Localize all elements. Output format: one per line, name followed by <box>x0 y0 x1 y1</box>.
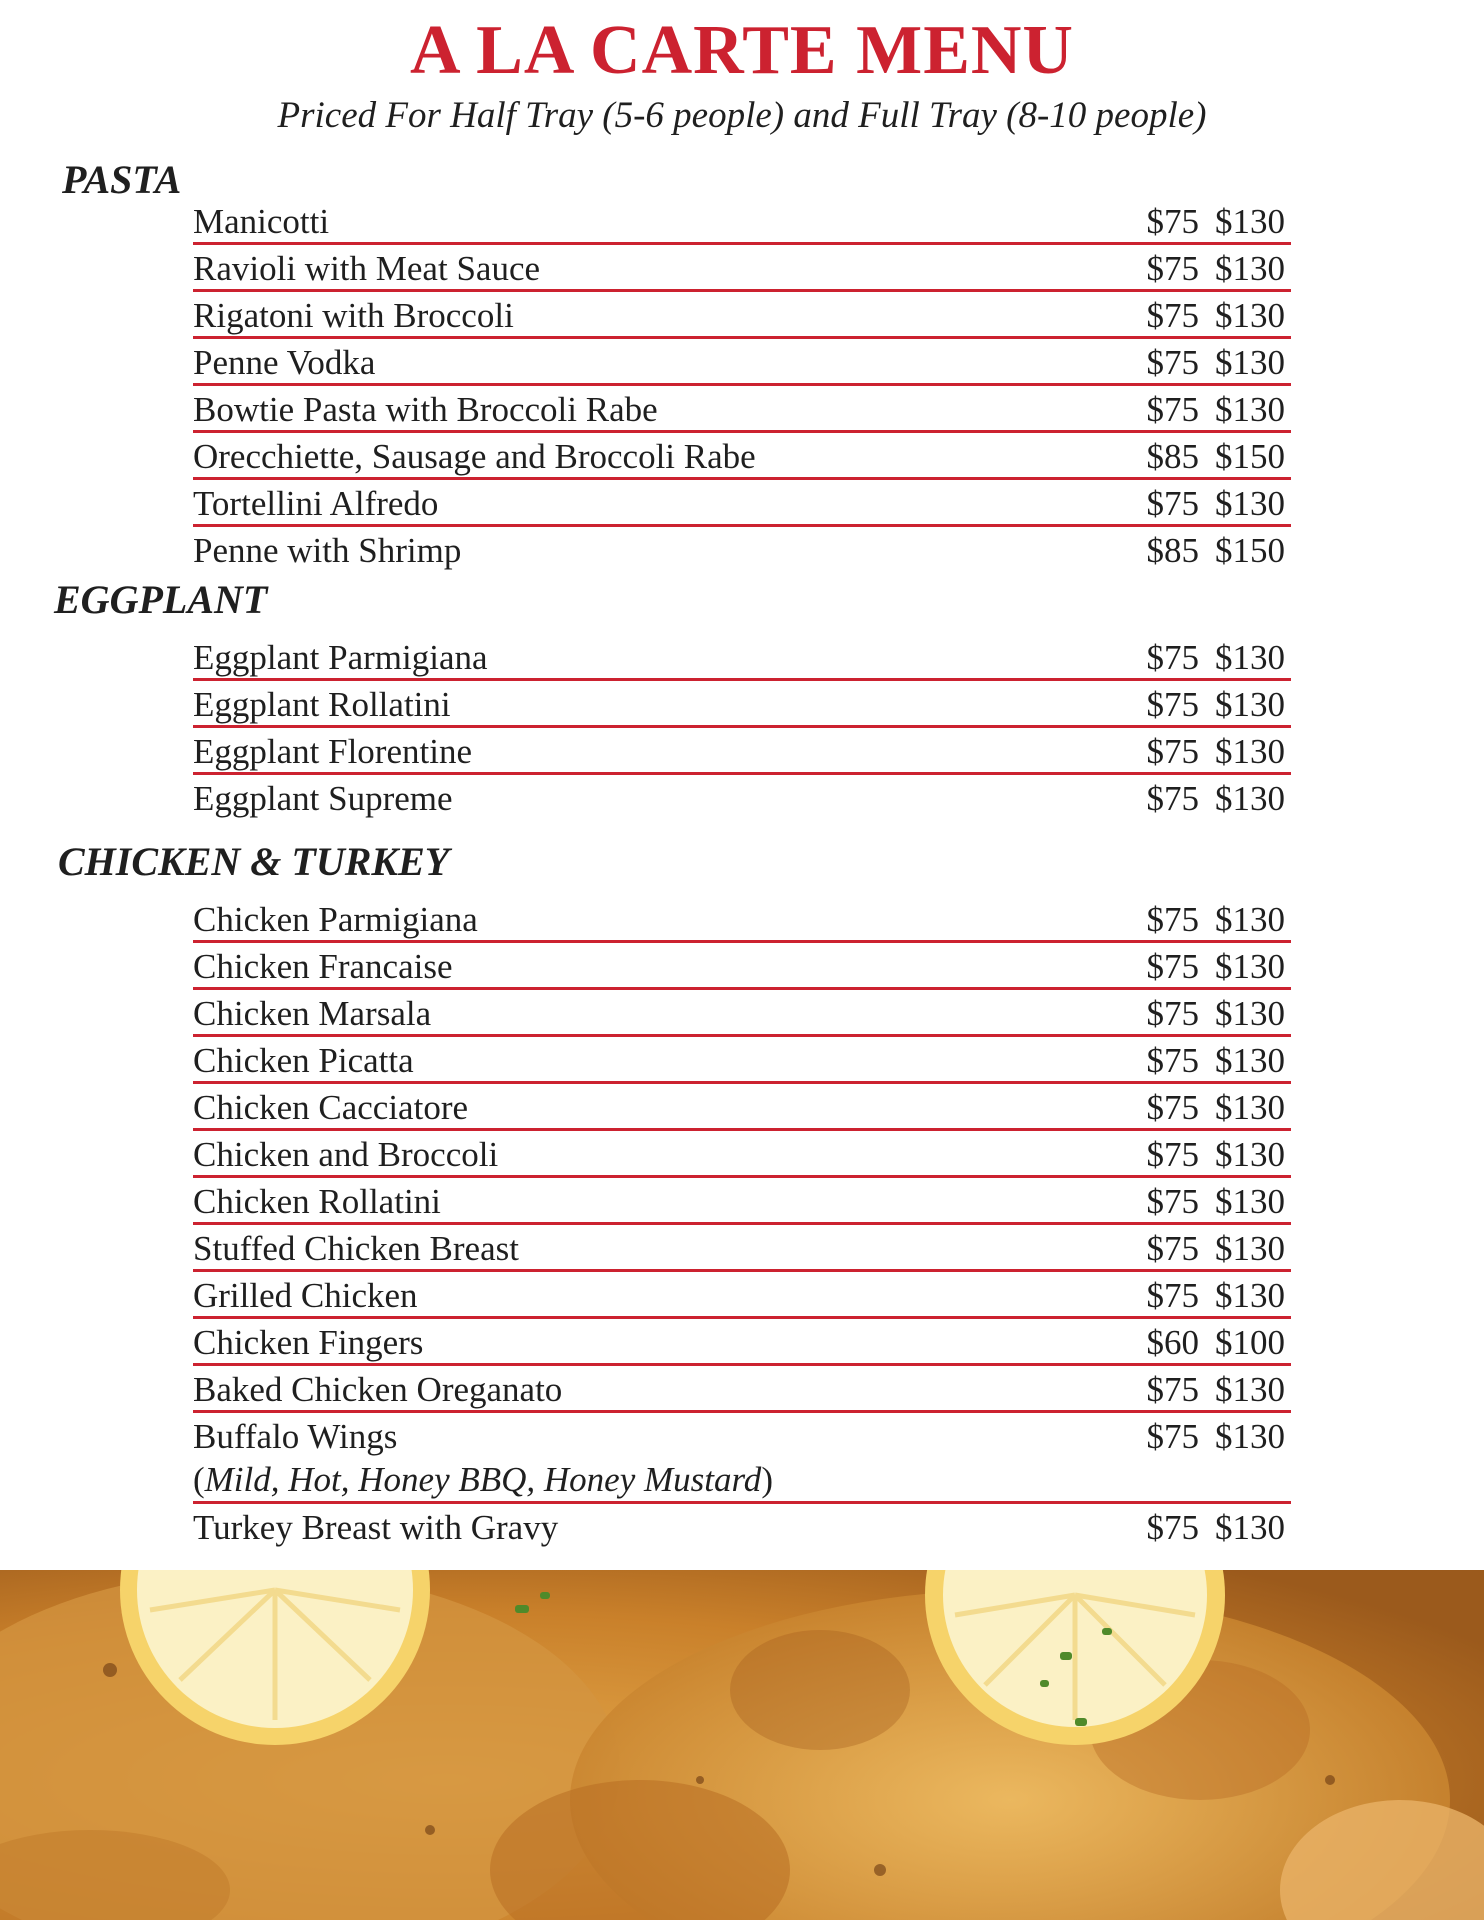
menu-item <box>193 1321 1291 1366</box>
half-tray-price: $85 <box>1146 437 1199 476</box>
full-tray-price: $130 <box>1215 900 1285 939</box>
half-tray-price: $75 <box>1146 1417 1199 1456</box>
item-name: Chicken Picatta <box>193 1041 414 1080</box>
menu-item <box>193 341 1291 386</box>
full-tray-price: $130 <box>1215 1508 1285 1547</box>
menu-item <box>193 1086 1291 1131</box>
menu-item <box>193 1506 1291 1548</box>
item-name: Chicken Parmigiana <box>193 900 478 939</box>
menu-item <box>193 898 1291 943</box>
half-tray-price: $75 <box>1146 1088 1199 1127</box>
half-tray-price: $75 <box>1146 390 1199 429</box>
item-name: Eggplant Parmigiana <box>193 638 488 677</box>
note-open-paren: ( <box>193 1460 205 1499</box>
section-heading-eggplant: EGGPLANT <box>54 577 268 622</box>
half-tray-price: $75 <box>1146 1508 1199 1547</box>
item-name: Buffalo Wings <box>193 1417 398 1456</box>
full-tray-price: $130 <box>1215 249 1285 288</box>
half-tray-price: $75 <box>1146 685 1199 724</box>
full-tray-price: $130 <box>1215 994 1285 1033</box>
menu-item <box>193 1227 1291 1272</box>
full-tray-price: $130 <box>1215 484 1285 523</box>
half-tray-price: $75 <box>1146 249 1199 288</box>
menu-item <box>193 730 1291 775</box>
chicken-turkey-items <box>193 898 1291 1550</box>
menu-item <box>193 1133 1291 1178</box>
half-tray-price: $75 <box>1146 732 1199 771</box>
menu-item <box>193 1180 1291 1225</box>
item-name: Chicken Rollatini <box>193 1182 441 1221</box>
full-tray-price: $130 <box>1215 638 1285 677</box>
menu-item <box>193 1274 1291 1319</box>
menu-item <box>193 683 1291 728</box>
full-tray-price: $130 <box>1215 947 1285 986</box>
half-tray-price: $85 <box>1146 531 1199 570</box>
item-name: Penne with Shrimp <box>193 531 462 570</box>
section-heading-chicken-turkey: CHICKEN & TURKEY <box>58 839 450 884</box>
full-tray-price: $130 <box>1215 202 1285 241</box>
half-tray-price: $75 <box>1146 1370 1199 1409</box>
item-name: Bowtie Pasta with Broccoli Rabe <box>193 390 658 429</box>
item-name: Eggplant Supreme <box>193 779 453 818</box>
menu-item <box>193 777 1291 819</box>
menu-subtitle: Priced For Half Tray (5-6 people) and Full Tray (8-10 people) <box>277 95 1207 136</box>
full-tray-price: $130 <box>1215 1417 1285 1456</box>
item-name: Stuffed Chicken Breast <box>193 1229 519 1268</box>
item-name: Eggplant Florentine <box>193 732 472 771</box>
menu-item <box>193 1368 1291 1413</box>
half-tray-price: $75 <box>1146 994 1199 1033</box>
full-tray-price: $130 <box>1215 1088 1285 1127</box>
full-tray-price: $130 <box>1215 390 1285 429</box>
menu-item <box>193 247 1291 292</box>
menu-item <box>193 294 1291 339</box>
section-heading-pasta: PASTA <box>62 157 182 202</box>
item-name: Eggplant Rollatini <box>193 685 451 724</box>
item-name: Grilled Chicken <box>193 1276 418 1315</box>
item-name: Chicken Cacciatore <box>193 1088 469 1127</box>
full-tray-price: $150 <box>1215 437 1285 476</box>
half-tray-price: $75 <box>1146 343 1199 382</box>
item-note <box>193 1460 773 1500</box>
full-tray-price: $130 <box>1215 1041 1285 1080</box>
chicken-francaise-photo <box>0 1570 1484 1920</box>
item-name: Baked Chicken Oreganato <box>193 1370 563 1409</box>
menu-item <box>193 435 1291 480</box>
menu-item <box>193 1039 1291 1084</box>
half-tray-price: $60 <box>1146 1323 1199 1362</box>
half-tray-price: $75 <box>1146 638 1199 677</box>
item-name: Chicken Francaise <box>193 947 453 986</box>
half-tray-price: $75 <box>1146 779 1199 818</box>
item-name: Penne Vodka <box>193 343 376 382</box>
full-tray-price: $130 <box>1215 296 1285 335</box>
full-tray-price: $130 <box>1215 1276 1285 1315</box>
full-tray-price: $130 <box>1215 1182 1285 1221</box>
menu-item <box>193 945 1291 990</box>
item-name: Chicken and Broccoli <box>193 1135 499 1174</box>
full-tray-price: $130 <box>1215 343 1285 382</box>
full-tray-price: $130 <box>1215 1135 1285 1174</box>
full-tray-price: $130 <box>1215 732 1285 771</box>
full-tray-price: $130 <box>1215 1370 1285 1409</box>
full-tray-price: $100 <box>1215 1323 1285 1362</box>
note-close-paren: ) <box>761 1460 773 1499</box>
item-name: Ravioli with Meat Sauce <box>193 249 541 288</box>
item-name: Rigatoni with Broccoli <box>193 296 514 335</box>
half-tray-price: $75 <box>1146 1182 1199 1221</box>
menu-item <box>193 992 1291 1037</box>
item-name: Turkey Breast with Gravy <box>193 1508 559 1547</box>
half-tray-price: $75 <box>1146 1135 1199 1174</box>
half-tray-price: $75 <box>1146 202 1199 241</box>
pasta-items <box>193 200 1291 573</box>
note-options: Mild, Hot, Honey BBQ, Honey Mustard <box>204 1460 762 1499</box>
half-tray-price: $75 <box>1146 1041 1199 1080</box>
item-name: Chicken Fingers <box>193 1323 424 1362</box>
item-name: Tortellini Alfredo <box>193 484 439 523</box>
menu-item <box>193 200 1291 245</box>
item-name: Orecchiette, Sausage and Broccoli Rabe <box>193 437 756 476</box>
eggplant-items <box>193 636 1291 821</box>
menu-item <box>193 482 1291 527</box>
half-tray-price: $75 <box>1146 1229 1199 1268</box>
menu-item <box>193 636 1291 681</box>
full-tray-price: $150 <box>1215 531 1285 570</box>
half-tray-price: $75 <box>1146 484 1199 523</box>
half-tray-price: $75 <box>1146 1276 1199 1315</box>
full-tray-price: $130 <box>1215 1229 1285 1268</box>
half-tray-price: $75 <box>1146 296 1199 335</box>
item-name: Chicken Marsala <box>193 994 432 1033</box>
item-name: Manicotti <box>193 202 330 241</box>
full-tray-price: $130 <box>1215 685 1285 724</box>
menu-title: A LA CARTE MENU <box>409 12 1074 89</box>
full-tray-price: $130 <box>1215 779 1285 818</box>
half-tray-price: $75 <box>1146 900 1199 939</box>
menu-item <box>193 1415 1291 1504</box>
menu-item <box>193 529 1291 571</box>
half-tray-price: $75 <box>1146 947 1199 986</box>
menu-item <box>193 388 1291 433</box>
